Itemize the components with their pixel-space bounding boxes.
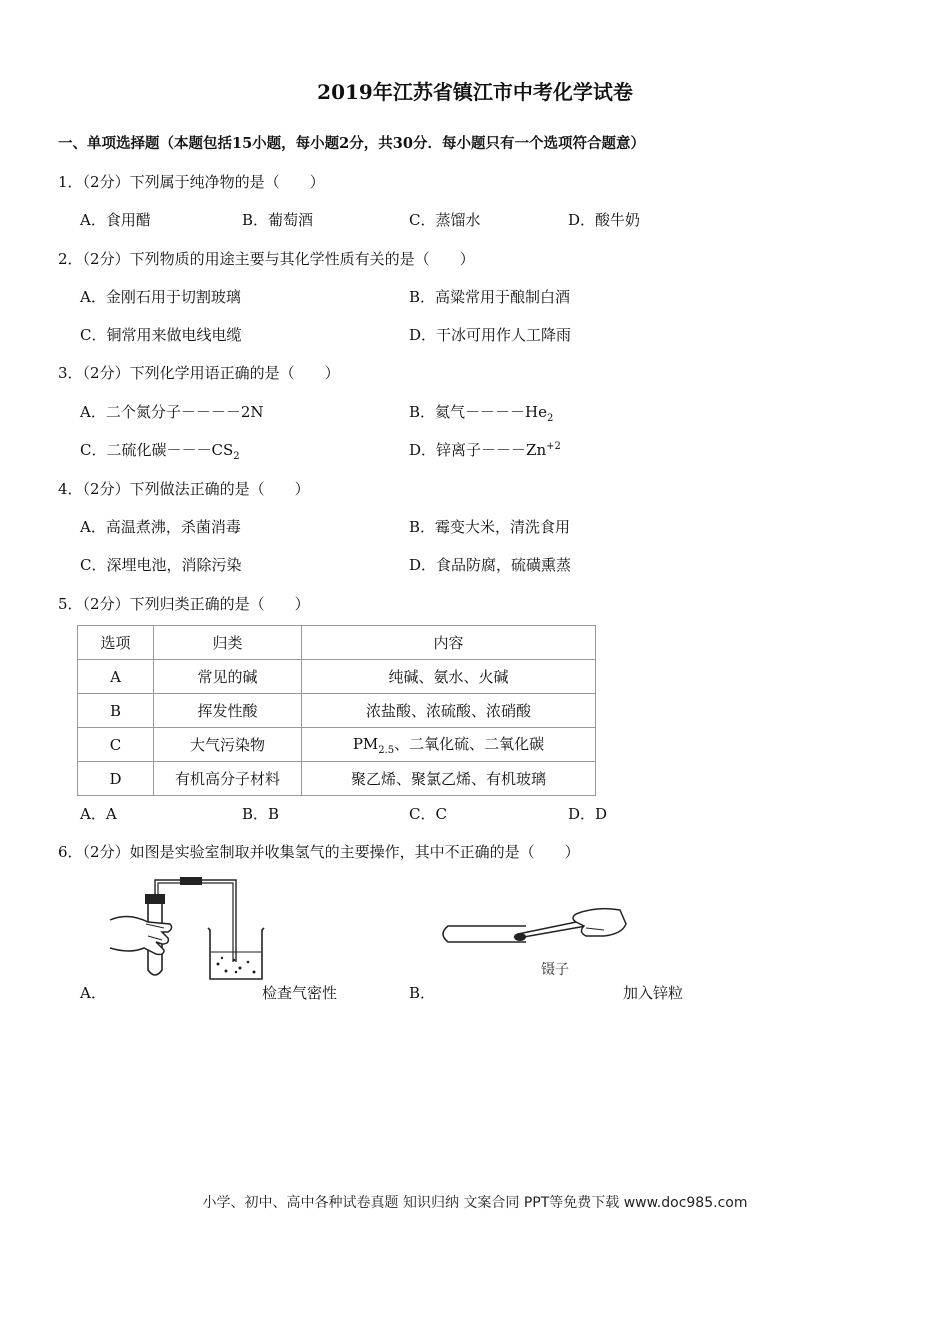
question-3-option-a: A．二个氮分子－－－－2N	[80, 403, 264, 421]
table-cell: C	[78, 728, 154, 762]
question-3-option-d: D．锌离子$---Zn^{+2}$	[409, 441, 561, 459]
question-5-option-a: A．A	[80, 805, 117, 823]
question-6-option-b-letter: B．	[409, 984, 436, 1002]
table-cell: B	[78, 694, 154, 728]
question-3-option-c: C．二硫化碳$---CS_2$	[80, 441, 240, 462]
question-5-option-c: C．C	[409, 805, 447, 823]
question-3-option-b: B．氦气$----He_2$	[409, 403, 554, 424]
question-5-option-b: B．B	[242, 805, 280, 823]
page-footer: 小学、初中、高中各种试卷真题 知识归纳 文案合同 PPT等免费下载 www.doc985.com	[202, 1195, 748, 1211]
question-1-stem: 1．（2分）下列属于纯净物的是（ ）	[58, 173, 325, 191]
question-1-option-c: C．蒸馏水	[409, 211, 481, 229]
table-cell: 大气污染物	[154, 728, 302, 762]
question-2-option-b: B．高粱常用于酿制白酒	[409, 288, 571, 306]
question-4-option-b: B．霉变大米，清洗食用	[409, 518, 571, 536]
table-cell: 常见的碱	[154, 660, 302, 694]
question-6-option-b-caption: 加入锌粒	[623, 984, 684, 1002]
superscript: +2	[546, 441, 561, 452]
classification-table	[77, 625, 596, 796]
question-2-stem: 2．（2分）下列物质的用途主要与其化学性质有关的是（ ）	[58, 250, 475, 268]
table-cell: 有机高分子材料	[154, 762, 302, 796]
table-header: 选项	[78, 626, 154, 660]
table-row	[78, 694, 596, 728]
table-row	[78, 762, 596, 796]
airtightness-check-figure	[108, 872, 268, 982]
question-6-stem: 6．（2分）如图是实验室制取并收集氢气的主要操作，其中不正确的是（ ）	[58, 843, 580, 861]
subscript: 2	[233, 451, 240, 462]
table-cell: 浓盐酸、浓硫酸、浓硝酸	[302, 694, 596, 728]
table-header: 内容	[302, 626, 596, 660]
adding-zinc-figure	[436, 906, 632, 976]
question-4-option-d: D．食品防腐，硫磺熏蒸	[409, 556, 572, 574]
table-cell: $PM_{2.5}$、二氧化硫、二氧化碳	[302, 728, 596, 762]
subscript: 2	[546, 413, 554, 424]
question-5-option-d: D．D	[568, 805, 608, 823]
table-cell: 聚乙烯、聚氯乙烯、有机玻璃	[302, 762, 596, 796]
table-header: 归类	[154, 626, 302, 660]
question-6-option-a-letter: A．	[80, 984, 106, 1002]
table-cell: 挥发性酸	[154, 694, 302, 728]
table-header-row	[78, 626, 596, 660]
question-5-stem: 5．（2分）下列归类正确的是（ ）	[58, 595, 310, 613]
question-4-option-a: A．高温煮沸，杀菌消毒	[80, 518, 241, 536]
question-6-option-a-caption: 检查气密性	[262, 984, 338, 1002]
question-2-option-c: C．铜常用来做电线电缆	[80, 326, 242, 344]
subscript: 2.5	[378, 745, 395, 756]
question-1-option-d: D．酸牛奶	[568, 211, 641, 229]
question-1-option-b: B．葡萄酒	[242, 211, 314, 229]
table-cell: D	[78, 762, 154, 796]
table-row	[78, 728, 596, 762]
question-4-option-c: C．深埋电池，消除污染	[80, 556, 242, 574]
table-cell: 纯碱、氨水、火碱	[302, 660, 596, 694]
question-2-option-d: D．干冰可用作人工降雨	[409, 326, 572, 344]
question-4-stem: 4．（2分）下列做法正确的是（ ）	[58, 480, 310, 498]
question-2-option-a: A．金刚石用于切割玻璃	[80, 288, 241, 306]
table-cell: A	[78, 660, 154, 694]
page-title: 2019年江苏省镇江市中考化学试卷	[317, 80, 633, 104]
table-row	[78, 660, 596, 694]
question-3-stem: 3．（2分）下列化学用语正确的是（ ）	[58, 364, 340, 382]
tweezers-label: 镊子	[541, 962, 569, 978]
question-1-option-a: A．食用醋	[80, 211, 151, 229]
section-heading: 一、单项选择题（本题包括15小题，每小题2分，共30分．每小题只有一个选项符合题意）	[58, 135, 645, 152]
